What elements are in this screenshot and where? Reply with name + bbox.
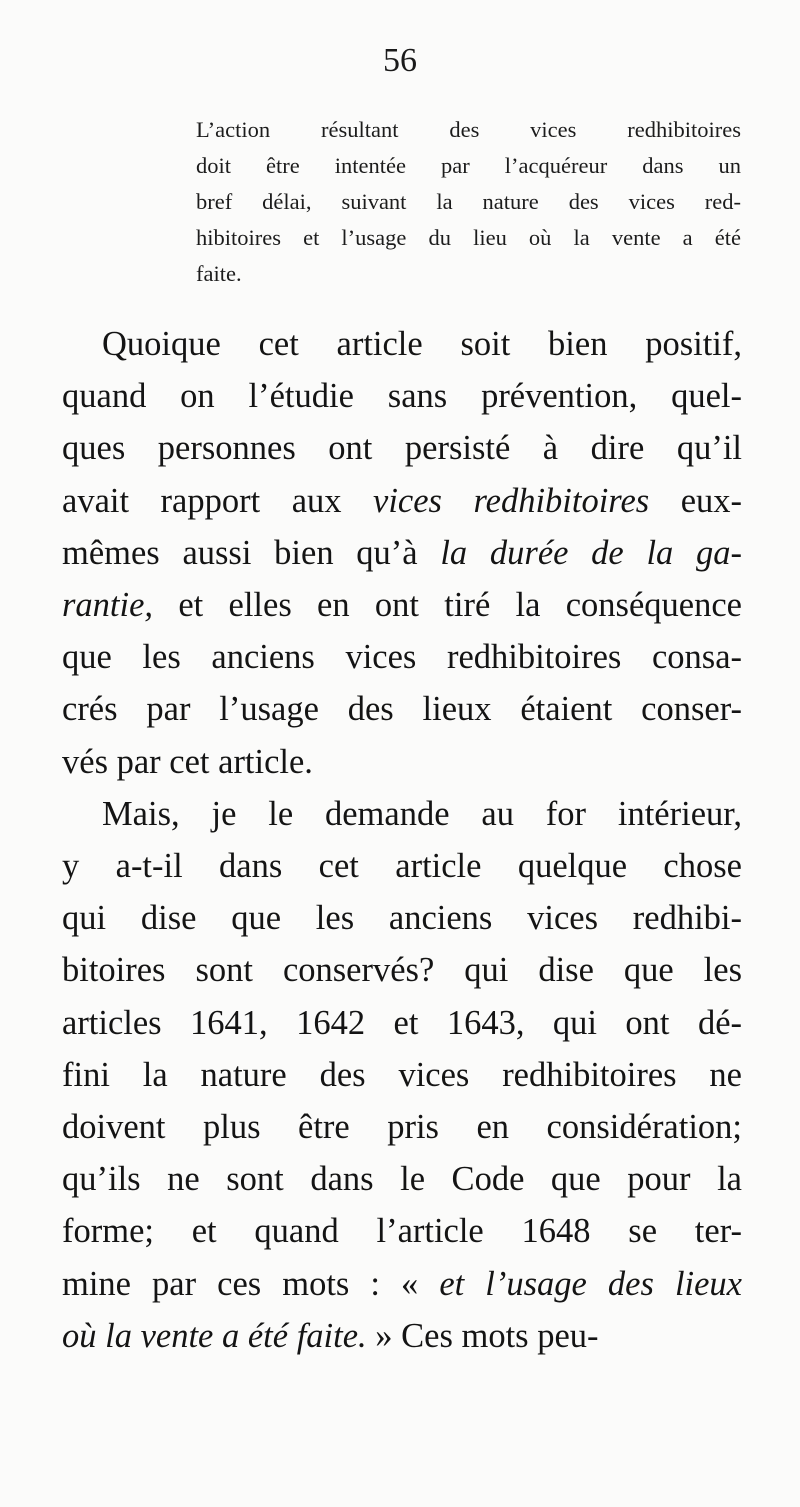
text-run: fini la nature des vices redhibitoires ne bbox=[62, 1055, 742, 1094]
text-run: mêmes aussi bien qu’à bbox=[62, 533, 441, 572]
italic-text: la durée de la ga- bbox=[440, 533, 742, 572]
text-line bbox=[62, 1205, 742, 1257]
text-line bbox=[62, 997, 742, 1049]
text-run: et elles en ont tiré la conséquence bbox=[153, 586, 742, 625]
quote-line: doit être intentée par l’acquéreur dans un bbox=[196, 153, 741, 178]
text-run: mine par ces mots : « bbox=[62, 1264, 440, 1303]
text-line bbox=[62, 840, 742, 892]
italic-text: rantie, bbox=[62, 586, 154, 625]
paragraph-2 bbox=[62, 788, 742, 1362]
text-run: eux- bbox=[649, 481, 743, 520]
text-run: quand on l’étudie sans prévention, quel- bbox=[62, 377, 742, 416]
text-line bbox=[62, 736, 742, 788]
text-line bbox=[62, 683, 742, 735]
text-run: que les anciens vices redhibitoires consa- bbox=[62, 638, 742, 677]
text-line bbox=[62, 475, 742, 527]
italic-text: vices redhibitoires bbox=[373, 481, 650, 520]
text-line bbox=[62, 944, 742, 996]
text-run: y a-t-il dans cet article quelque chose bbox=[62, 847, 742, 886]
page-number: 56 bbox=[383, 42, 417, 79]
text-line bbox=[62, 1153, 742, 1205]
paragraph-1 bbox=[62, 318, 742, 788]
quote-line: bref délai, suivant la nature des vices red- bbox=[196, 189, 741, 214]
italic-text: et l’usage des lieux bbox=[439, 1264, 742, 1303]
text-line bbox=[62, 422, 742, 474]
text-run: crés par l’usage des lieux étaient conser- bbox=[62, 690, 742, 729]
text-line bbox=[62, 1310, 742, 1362]
text-run: articles 1641, 1642 et 1643, qui ont dé- bbox=[62, 1003, 742, 1042]
text-run: Mais, je le demande au for intérieur, bbox=[102, 794, 742, 833]
text-line bbox=[62, 318, 742, 370]
quoted-article-text bbox=[196, 112, 741, 292]
text-run: avait rapport aux bbox=[62, 481, 374, 520]
text-run: qui dise que les anciens vices redhibi- bbox=[62, 899, 742, 938]
text-line bbox=[62, 1049, 742, 1101]
text-run: vés par cet article. bbox=[62, 742, 313, 781]
text-run: Quoique cet article soit bien positif, bbox=[102, 325, 742, 363]
text-run: qu’ils ne sont dans le Code que pour la bbox=[62, 1160, 742, 1199]
text-run: » Ces mots peu- bbox=[366, 1316, 599, 1355]
text-run: forme; et quand l’article 1648 se ter- bbox=[62, 1212, 742, 1251]
text-line bbox=[62, 631, 742, 683]
text-line bbox=[62, 892, 742, 944]
text-line bbox=[62, 579, 742, 631]
text-line bbox=[62, 1101, 742, 1153]
italic-text: où la vente a été faite. bbox=[62, 1316, 367, 1355]
body-text bbox=[62, 318, 742, 1362]
text-run: bitoires sont conservés? qui dise que les bbox=[62, 951, 742, 990]
text-run: ques personnes ont persisté à dire qu’il bbox=[62, 429, 742, 468]
text-line bbox=[62, 1258, 742, 1310]
quote-line: hibitoires et l’usage du lieu où la vente a été bbox=[196, 225, 741, 250]
text-line bbox=[62, 370, 742, 422]
quote-line: L’action résultant des vices redhibitoires bbox=[196, 117, 741, 142]
text-line bbox=[62, 788, 742, 840]
text-run: doivent plus être pris en considération; bbox=[62, 1108, 742, 1147]
text-line bbox=[62, 527, 742, 579]
quote-line: faite. bbox=[196, 261, 242, 286]
